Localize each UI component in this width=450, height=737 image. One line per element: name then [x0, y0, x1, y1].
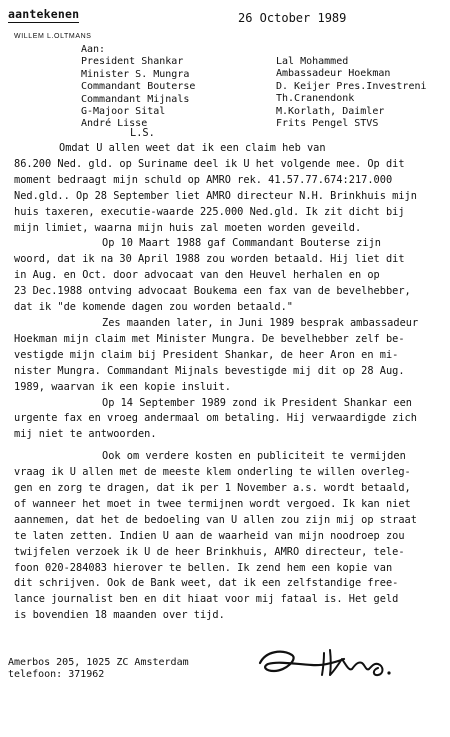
paragraph: [14, 449, 442, 624]
paragraph-line: vestigde mijn claim bij President Shankar, de heer Aron en mi-: [14, 348, 399, 361]
paragraph: [14, 396, 442, 444]
sender-address: [8, 657, 189, 680]
registered-mail-stamp: aantekenen: [8, 7, 80, 21]
paragraph-line: 23 Dec.1988 ontving advocaat Boukema een fax van de bevelhebber,: [14, 285, 411, 298]
addressee-label: Aan:: [81, 44, 106, 55]
addressee: Th.Cranendonk: [276, 93, 355, 105]
paragraph-line: of wanneer het moet in twee termijnen wordt vergoed. Ik kan niet: [14, 497, 411, 510]
paragraph: [14, 316, 442, 396]
paragraph-line: gen en zorg te dragen, dat ik per 1 November a.s. wordt betaald,: [14, 482, 411, 495]
handwritten-signature: [252, 635, 432, 685]
sender-letterhead: WILLEM L.OLTMANS: [14, 33, 92, 40]
paragraph-line: vraag ik U allen met de meeste klem onderling te willen overleg-: [14, 466, 411, 479]
letter-body: [14, 126, 442, 624]
paragraph-line: dat ik "de komende dagen zou worden betaald.": [14, 301, 293, 314]
addressee: Commandant Bouterse: [81, 81, 196, 93]
paragraph: [14, 141, 442, 236]
paragraph-line: Hoekman mijn claim met Minister Mungra. De bevelhebber zelf be-: [14, 332, 405, 345]
letter-date: 26 October 1989: [238, 11, 347, 25]
phone-number: telefoon: 371962: [8, 668, 105, 680]
paragraph-line: te laten zetten. Indien U aan de waarheid van mijn noodroep zou: [14, 529, 405, 542]
addressee: G-Majoor Sital: [81, 106, 166, 118]
addressee: D. Keijer Pres.Investreni: [276, 80, 427, 92]
addressee: Frits Pengel STVS: [276, 118, 379, 130]
paragraph-line: moment bedraagt mijn schuld op AMRO rek. 41.57.77.674:217.000: [14, 173, 393, 186]
street-address: Amerbos 205, 1025 ZC Amsterdam: [8, 657, 189, 668]
paragraph-line: urgente fax en vroeg andermaal om betaling. Hij verwaardigde zich: [14, 412, 417, 425]
paragraph-line: woord, dat ik na 30 April 1988 zou worden betaald. Hij liet dit: [14, 253, 405, 266]
paragraph-line: Ned.gld.. Op 28 September liet AMRO directeur N.H. Brinkhuis mijn: [14, 189, 417, 202]
paragraph-line: Op 10 Maart 1988 gaf Commandant Bouterse zijn: [102, 237, 381, 250]
paragraph-line: in Aug. en Oct. door advocaat van den Heuvel herhalen en op: [14, 269, 380, 282]
paragraph-line: twijfelen verzoek ik U de heer Brinkhuis, AMRO directeur, tele-: [14, 545, 405, 558]
paragraph-line: 1989, waarvan ik een kopie insluit.: [14, 380, 231, 393]
paragraph: [14, 236, 442, 316]
paragraph-line: huis taxeren, executie-waarde 225.000 Ned.gld. Ik zit dicht bij: [14, 205, 405, 218]
paragraph-line: Omdat U allen weet dat ik een claim heb van: [59, 142, 326, 154]
addressee: President Shankar: [81, 56, 184, 68]
addressee: Commandant Mijnals: [81, 93, 190, 105]
paragraph-line: nister Mungra. Commandant Mijnals bevestigde mij dit op 28 Aug.: [14, 364, 405, 377]
paragraph-line: foon 020-284083 hierover te bellen. Ik zend hem een kopie van: [14, 561, 393, 574]
paragraph-line: lance journalist ben en dit hiaat voor mij fataal is. Het geld: [14, 593, 399, 606]
paragraph-line: is bovendien 18 maanden over tijd.: [14, 609, 225, 622]
addressees-left: [81, 44, 195, 131]
salutation: L.S.: [130, 127, 155, 139]
addressees-right: [276, 56, 427, 130]
paragraph-line: Ook om verdere kosten en publiciteit te vermijden: [102, 450, 406, 463]
addressee: André Lisse: [81, 118, 148, 130]
paragraph-line: aannemen, dat het de bedoeling van U allen zou zijn mij op straat: [14, 513, 417, 526]
paragraph-line: mijn limiet, waarna mijn huis zal moeten worden geveild.: [14, 221, 362, 234]
addressee: Lal Mohammed: [276, 56, 349, 67]
paragraph-line: 86.200 Ned. gld. op Suriname deel ik U het volgende mee. Op dit: [14, 157, 405, 170]
paragraph-line: dit schrijven. Ook de Bank weet, dat ik een zelfstandige free-: [14, 577, 399, 590]
paragraph-line: Zes maanden later, in Juni 1989 besprak ambassadeur: [102, 316, 419, 329]
addressee: Ambassadeur Hoekman: [276, 68, 391, 80]
paragraph-line: Op 14 September 1989 zond ik President Shankar een: [102, 396, 412, 409]
addressee: Minister S. Mungra: [81, 68, 190, 80]
paragraph-line: mij niet te antwoorden.: [14, 428, 157, 441]
addressee: M.Korlath, Daimler: [276, 105, 385, 117]
